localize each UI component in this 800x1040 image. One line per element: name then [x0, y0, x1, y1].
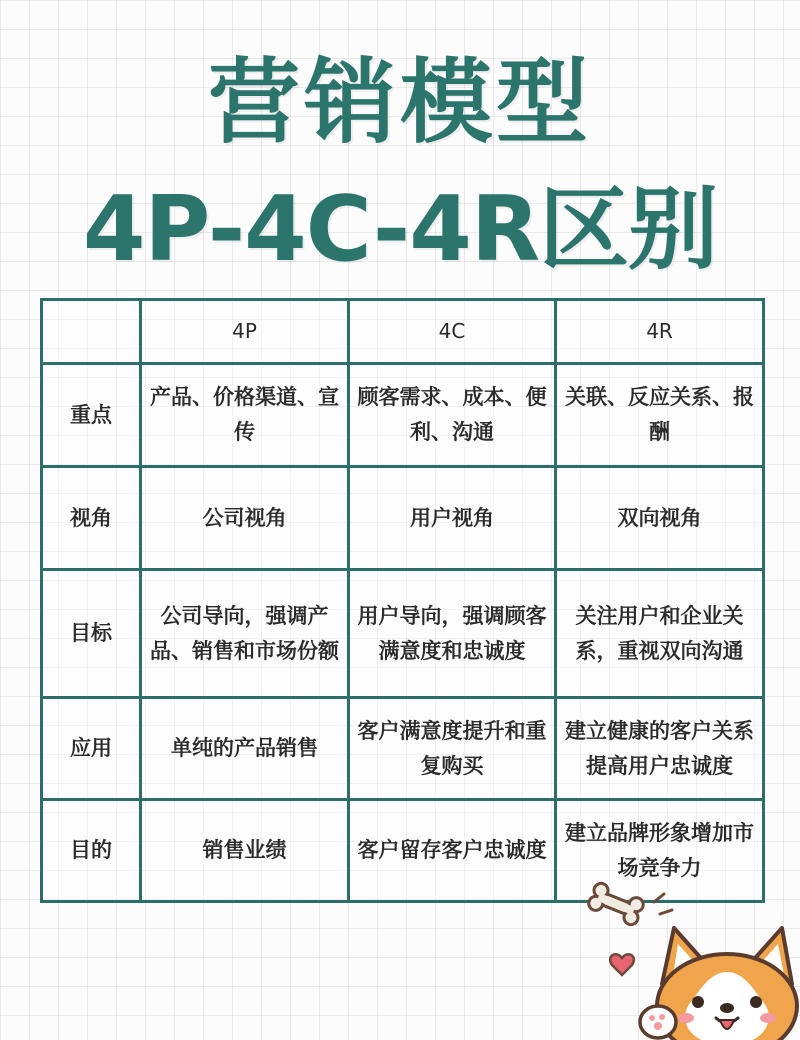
table-cell: 用户视角: [349, 467, 556, 570]
dog-mascot-icon: [570, 880, 800, 1040]
table-cell: 公司导向，强调产品、销售和市场份额: [141, 570, 349, 698]
table-cell: 关注用户和企业关系，重视双向沟通: [556, 570, 764, 698]
table-row: [42, 570, 764, 698]
table-cell: 关联、反应关系、报酬: [556, 364, 764, 467]
table-cell: 用户导向，强调顾客满意度和忠诚度: [349, 570, 556, 698]
comparison-table: [40, 298, 765, 903]
heart-icon: [610, 954, 634, 975]
bone-icon: [587, 881, 646, 926]
table-cell: 客户留存客户忠诚度: [349, 800, 556, 902]
table-cell: 双向视角: [556, 467, 764, 570]
table-cell: 建立品牌形象增加市场竞争力: [556, 800, 764, 902]
table-row: [42, 698, 764, 800]
row-label: 视角: [42, 467, 141, 570]
table-header-row: [42, 300, 764, 364]
row-label: 目的: [42, 800, 141, 902]
table-cell: 公司视角: [141, 467, 349, 570]
page-title-line2: 4P-4C-4R区别: [82, 177, 718, 282]
table-cell: 顾客需求、成本、便利、沟通: [349, 364, 556, 467]
table-row: [42, 467, 764, 570]
table-cell: 单纯的产品销售: [141, 698, 349, 800]
row-label: 应用: [42, 698, 141, 800]
table-cell: 销售业绩: [141, 800, 349, 902]
row-label: 目标: [42, 570, 141, 698]
page-title-line1: 营销模型: [207, 49, 592, 156]
table-cell: 建立健康的客户关系提高用户忠诚度: [556, 698, 764, 800]
table-cell: 客户满意度提升和重复购买: [349, 698, 556, 800]
header-cell-4r: 4R: [556, 300, 764, 364]
header-cell-4c: 4C: [349, 300, 556, 364]
row-label: 重点: [42, 364, 141, 467]
header-cell-empty: [42, 300, 141, 364]
header-cell-4p: 4P: [141, 300, 349, 364]
table-cell: 产品、价格渠道、宣传: [141, 364, 349, 467]
table-row: [42, 364, 764, 467]
